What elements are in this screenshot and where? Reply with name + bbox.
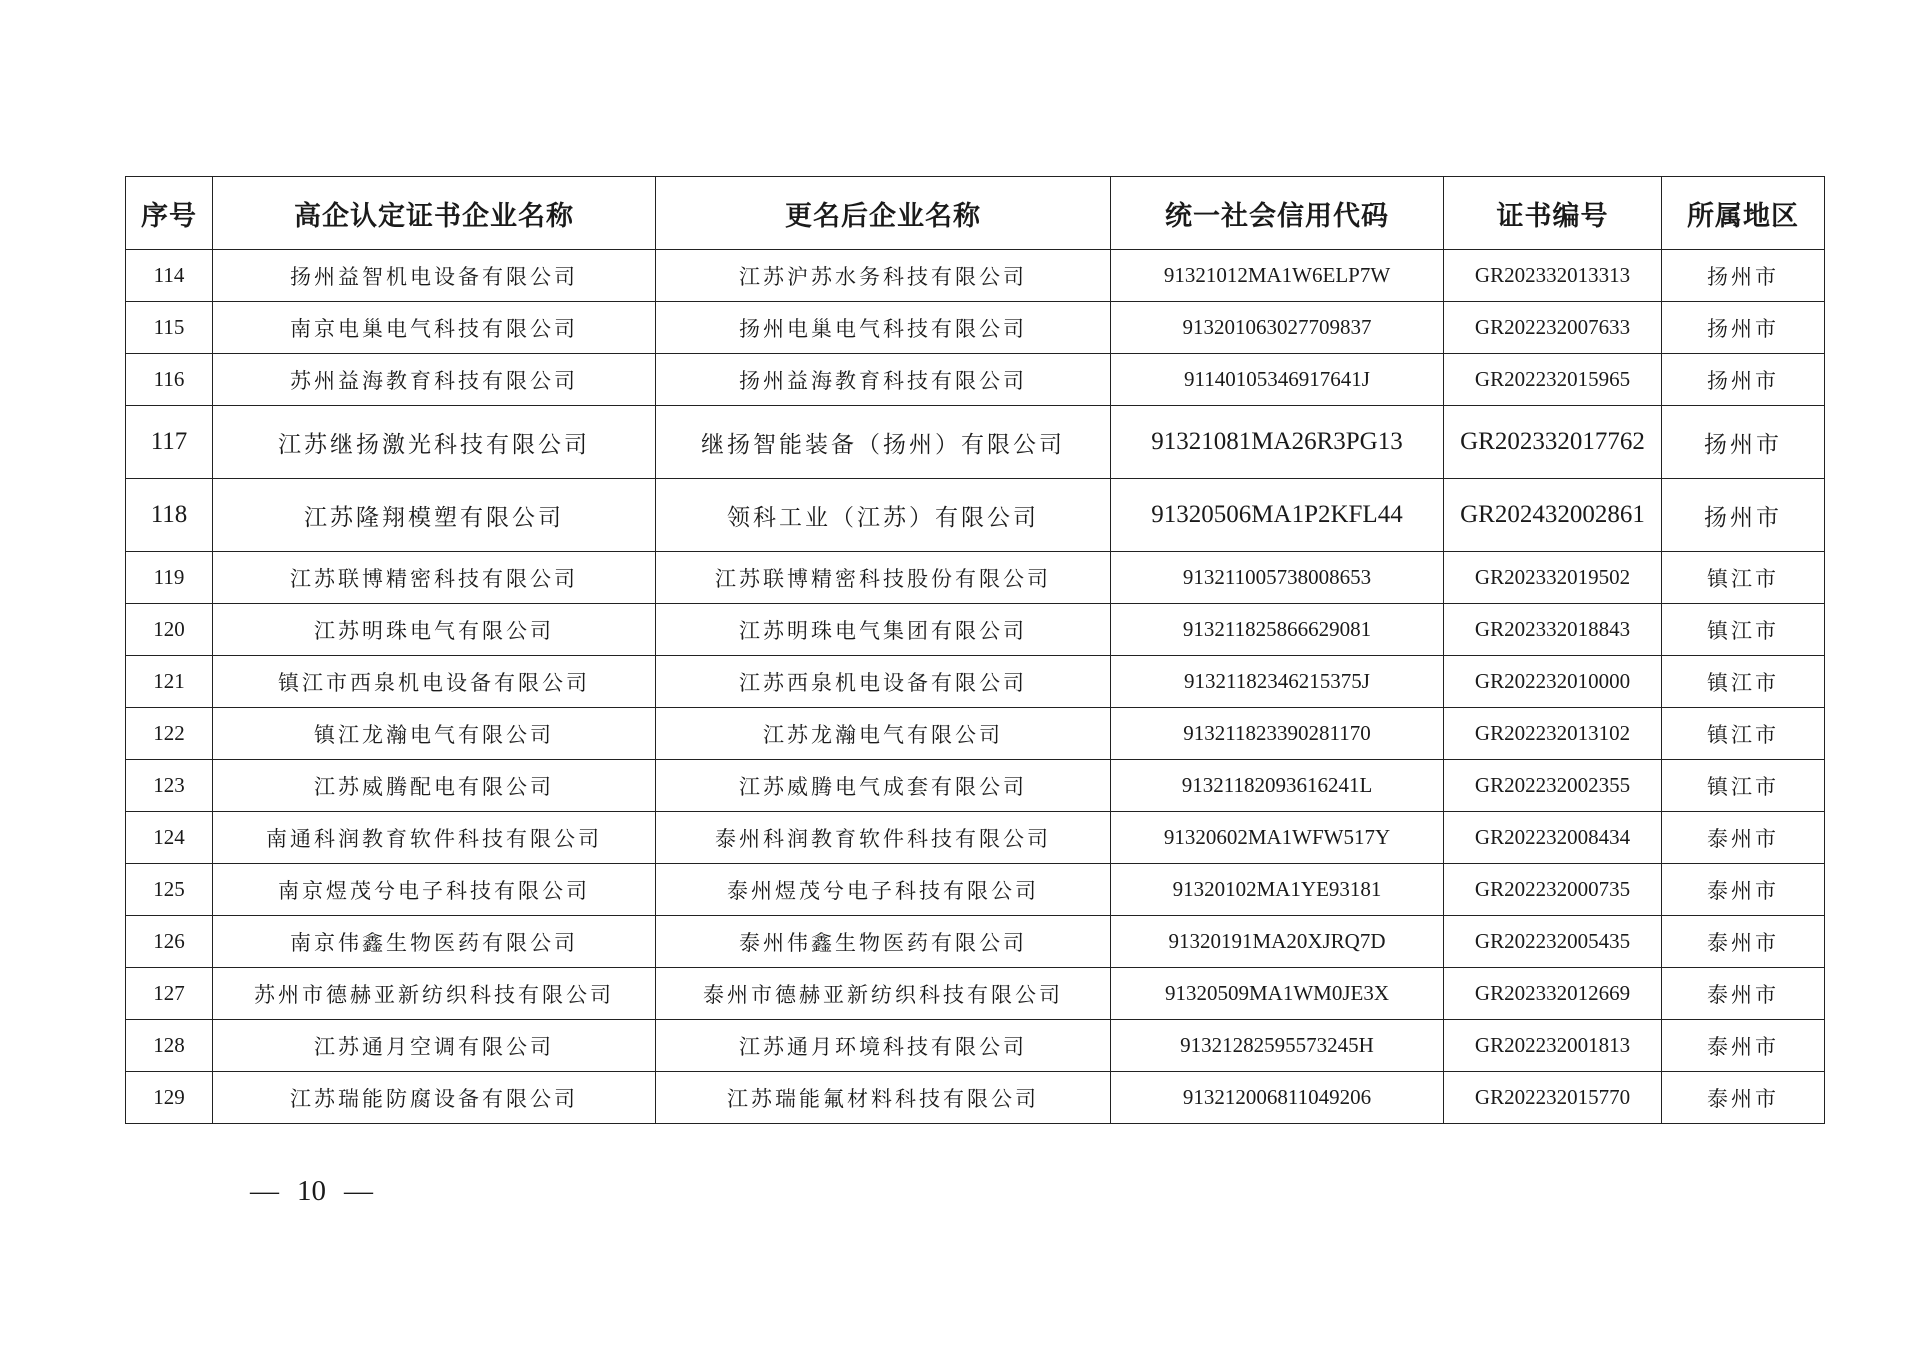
cell-renamed-company-name: 江苏威腾电气成套有限公司 [656,760,1111,812]
cell-certificate-number: GR202232015965 [1444,354,1662,406]
cell-original-company-name: 江苏瑞能防腐设备有限公司 [213,1072,656,1124]
cell-credit-code: 913212006811049206 [1111,1072,1444,1124]
cell-credit-code: 91321012MA1W6ELP7W [1111,250,1444,302]
table-row [126,302,1825,354]
cell-serial-number: 121 [126,656,213,708]
cell-credit-code: 91320506MA1P2KFL44 [1111,479,1444,552]
page-footer [250,1175,373,1208]
cell-renamed-company-name: 扬州电巢电气科技有限公司 [656,302,1111,354]
cell-original-company-name: 苏州益海教育科技有限公司 [213,354,656,406]
cell-credit-code: 91321182093616241L [1111,760,1444,812]
cell-certificate-number: GR202232000735 [1444,864,1662,916]
cell-renamed-company-name: 继扬智能装备（扬州）有限公司 [656,406,1111,479]
cell-serial-number: 117 [126,406,213,479]
cell-renamed-company-name: 泰州伟鑫生物医药有限公司 [656,916,1111,968]
cell-serial-number: 127 [126,968,213,1020]
cell-region: 扬州市 [1662,354,1825,406]
cell-serial-number: 115 [126,302,213,354]
cell-certificate-number: GR202232005435 [1444,916,1662,968]
cell-certificate-number: GR202232001813 [1444,1020,1662,1072]
cell-region: 泰州市 [1662,1072,1825,1124]
page-number: 10 [297,1175,326,1207]
cell-credit-code: 91140105346917641J [1111,354,1444,406]
cell-original-company-name: 南通科润教育软件科技有限公司 [213,812,656,864]
cell-certificate-number: GR202332018843 [1444,604,1662,656]
cell-renamed-company-name: 江苏通月环境科技有限公司 [656,1020,1111,1072]
cell-original-company-name: 江苏威腾配电有限公司 [213,760,656,812]
header-serial-number: 序号 [126,177,213,250]
cell-certificate-number: GR202332019502 [1444,552,1662,604]
cell-credit-code: 91320102MA1YE93181 [1111,864,1444,916]
cell-serial-number: 119 [126,552,213,604]
header-region: 所属地区 [1662,177,1825,250]
cell-renamed-company-name: 江苏瑞能氟材料科技有限公司 [656,1072,1111,1124]
table-row [126,968,1825,1020]
cell-credit-code: 913211825866629081 [1111,604,1444,656]
table-row [126,656,1825,708]
cell-credit-code: 91320602MA1WFW517Y [1111,812,1444,864]
cell-region: 镇江市 [1662,552,1825,604]
cell-serial-number: 114 [126,250,213,302]
cell-renamed-company-name: 江苏西泉机电设备有限公司 [656,656,1111,708]
cell-certificate-number: GR202332013313 [1444,250,1662,302]
cell-renamed-company-name: 扬州益海教育科技有限公司 [656,354,1111,406]
table-row [126,354,1825,406]
cell-renamed-company-name: 江苏明珠电气集团有限公司 [656,604,1111,656]
cell-credit-code: 91321182346215375J [1111,656,1444,708]
cell-certificate-number: GR202332012669 [1444,968,1662,1020]
cell-serial-number: 122 [126,708,213,760]
cell-renamed-company-name: 泰州市德赫亚新纺织科技有限公司 [656,968,1111,1020]
cell-renamed-company-name: 领科工业（江苏）有限公司 [656,479,1111,552]
footer-dash-right: — [344,1175,373,1207]
header-credit-code: 统一社会信用代码 [1111,177,1444,250]
cell-credit-code: 91321081MA26R3PG13 [1111,406,1444,479]
table-row [126,812,1825,864]
cell-region: 泰州市 [1662,1020,1825,1072]
cell-certificate-number: GR202432002861 [1444,479,1662,552]
cell-original-company-name: 南京电巢电气科技有限公司 [213,302,656,354]
table-row [126,916,1825,968]
cell-original-company-name: 江苏隆翔模塑有限公司 [213,479,656,552]
cell-serial-number: 129 [126,1072,213,1124]
table-header-row [126,177,1825,250]
cell-region: 镇江市 [1662,656,1825,708]
cell-region: 泰州市 [1662,864,1825,916]
table-row [126,708,1825,760]
cell-renamed-company-name: 泰州科润教育软件科技有限公司 [656,812,1111,864]
cell-original-company-name: 南京伟鑫生物医药有限公司 [213,916,656,968]
cell-region: 扬州市 [1662,250,1825,302]
cell-renamed-company-name: 泰州煜茂兮电子科技有限公司 [656,864,1111,916]
cell-original-company-name: 江苏联博精密科技有限公司 [213,552,656,604]
table-row [126,406,1825,479]
cell-renamed-company-name: 江苏沪苏水务科技有限公司 [656,250,1111,302]
cell-original-company-name: 南京煜茂兮电子科技有限公司 [213,864,656,916]
cell-original-company-name: 江苏通月空调有限公司 [213,1020,656,1072]
cell-credit-code: 91320191MA20XJRQ7D [1111,916,1444,968]
certificate-rename-table [125,176,1825,1124]
table-row [126,604,1825,656]
cell-certificate-number: GR202232007633 [1444,302,1662,354]
table-row [126,760,1825,812]
cell-renamed-company-name: 江苏龙瀚电气有限公司 [656,708,1111,760]
cell-region: 泰州市 [1662,968,1825,1020]
table-row [126,552,1825,604]
footer-dash-left: — [250,1175,279,1207]
header-renamed-company-name: 更名后企业名称 [656,177,1111,250]
cell-serial-number: 116 [126,354,213,406]
cell-certificate-number: GR202232008434 [1444,812,1662,864]
cell-region: 泰州市 [1662,916,1825,968]
cell-region: 扬州市 [1662,302,1825,354]
header-certificate-number: 证书编号 [1444,177,1662,250]
cell-certificate-number: GR202232013102 [1444,708,1662,760]
cell-serial-number: 120 [126,604,213,656]
cell-region: 镇江市 [1662,760,1825,812]
cell-original-company-name: 镇江龙瀚电气有限公司 [213,708,656,760]
cell-certificate-number: GR202232010000 [1444,656,1662,708]
table-row [126,1020,1825,1072]
cell-region: 镇江市 [1662,604,1825,656]
cell-original-company-name: 扬州益智机电设备有限公司 [213,250,656,302]
cell-region: 镇江市 [1662,708,1825,760]
cell-certificate-number: GR202232002355 [1444,760,1662,812]
cell-original-company-name: 江苏明珠电气有限公司 [213,604,656,656]
table-row [126,864,1825,916]
cell-serial-number: 125 [126,864,213,916]
cell-original-company-name: 苏州市德赫亚新纺织科技有限公司 [213,968,656,1020]
table-row [126,479,1825,552]
cell-serial-number: 128 [126,1020,213,1072]
cell-region: 泰州市 [1662,812,1825,864]
cell-serial-number: 123 [126,760,213,812]
cell-original-company-name: 镇江市西泉机电设备有限公司 [213,656,656,708]
cell-region: 扬州市 [1662,406,1825,479]
cell-credit-code: 913211005738008653 [1111,552,1444,604]
cell-credit-code: 91320509MA1WM0JE3X [1111,968,1444,1020]
header-original-company-name: 高企认定证书企业名称 [213,177,656,250]
table-body [126,250,1825,1124]
table-row [126,250,1825,302]
cell-region: 扬州市 [1662,479,1825,552]
cell-original-company-name: 江苏继扬激光科技有限公司 [213,406,656,479]
cell-serial-number: 118 [126,479,213,552]
cell-certificate-number: GR202232015770 [1444,1072,1662,1124]
cell-credit-code: 91321282595573245H [1111,1020,1444,1072]
cell-credit-code: 913211823390281170 [1111,708,1444,760]
cell-certificate-number: GR202332017762 [1444,406,1662,479]
cell-serial-number: 124 [126,812,213,864]
table-row [126,1072,1825,1124]
cell-credit-code: 913201063027709837 [1111,302,1444,354]
cell-renamed-company-name: 江苏联博精密科技股份有限公司 [656,552,1111,604]
cell-serial-number: 126 [126,916,213,968]
